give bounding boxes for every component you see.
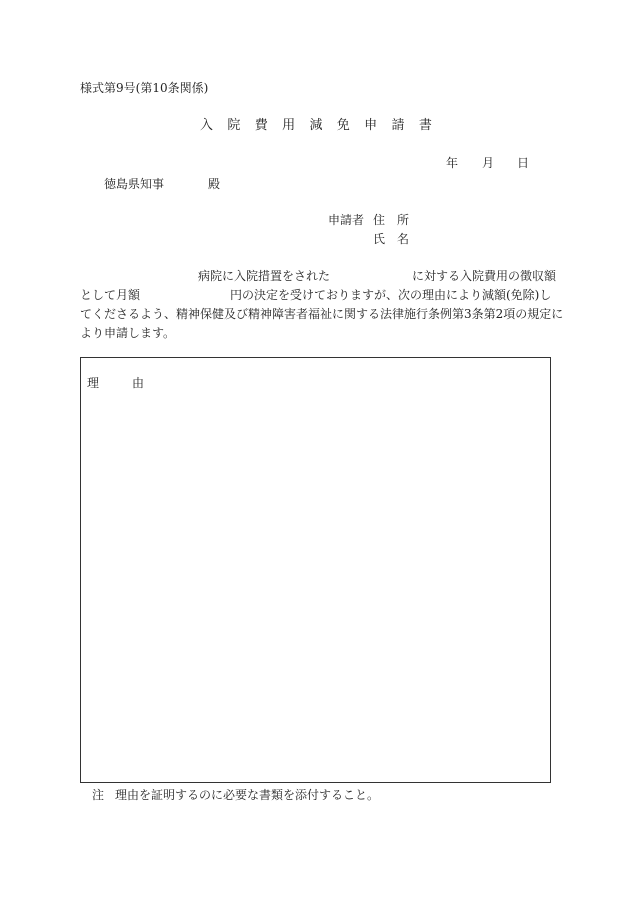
body-text: 病院に入院措置をされた <box>198 269 331 283</box>
title-char: 免 <box>336 118 350 133</box>
body-text: より申請します。 <box>80 326 176 340</box>
body-text: に対する入院費用の徴収額 <box>412 269 557 283</box>
title-char: 申 <box>364 118 378 133</box>
title-char: 請 <box>391 118 405 133</box>
applicant-label: 申請者 <box>328 213 365 227</box>
date-day-label: 日 <box>517 156 530 170</box>
form-number: 様式第9号(第10条関係) <box>80 81 209 95</box>
title-char: 入 <box>200 118 214 133</box>
applicant-address-label: 住 所 <box>373 213 410 227</box>
reason-label: 由 <box>132 376 145 390</box>
reason-label: 理 <box>87 376 100 390</box>
title-char: 書 <box>418 118 432 133</box>
title-char: 減 <box>309 118 323 133</box>
addressee: 徳島県知事 <box>104 177 165 191</box>
title-char: 費 <box>254 118 268 133</box>
title-char: 院 <box>227 118 241 133</box>
body-text: として月額 <box>80 288 141 302</box>
date-month-label: 月 <box>482 156 495 170</box>
title-char: 用 <box>282 118 296 133</box>
date-year-label: 年 <box>446 156 459 170</box>
note-label: 注 <box>92 788 105 802</box>
note-text: 理由を証明するのに必要な書類を添付すること。 <box>115 788 380 802</box>
body-text: 円の決定を受けておりますが、次の理由により減額(免除)し <box>230 288 552 302</box>
reason-box <box>80 357 551 783</box>
honorific: 殿 <box>208 177 221 191</box>
document-title <box>200 118 432 134</box>
body-text: てくださるよう、精神保健及び精神障害者福祉に関する法律施行条例第3条第2項の規定に <box>80 307 564 321</box>
applicant-name-label: 氏 名 <box>373 232 410 246</box>
